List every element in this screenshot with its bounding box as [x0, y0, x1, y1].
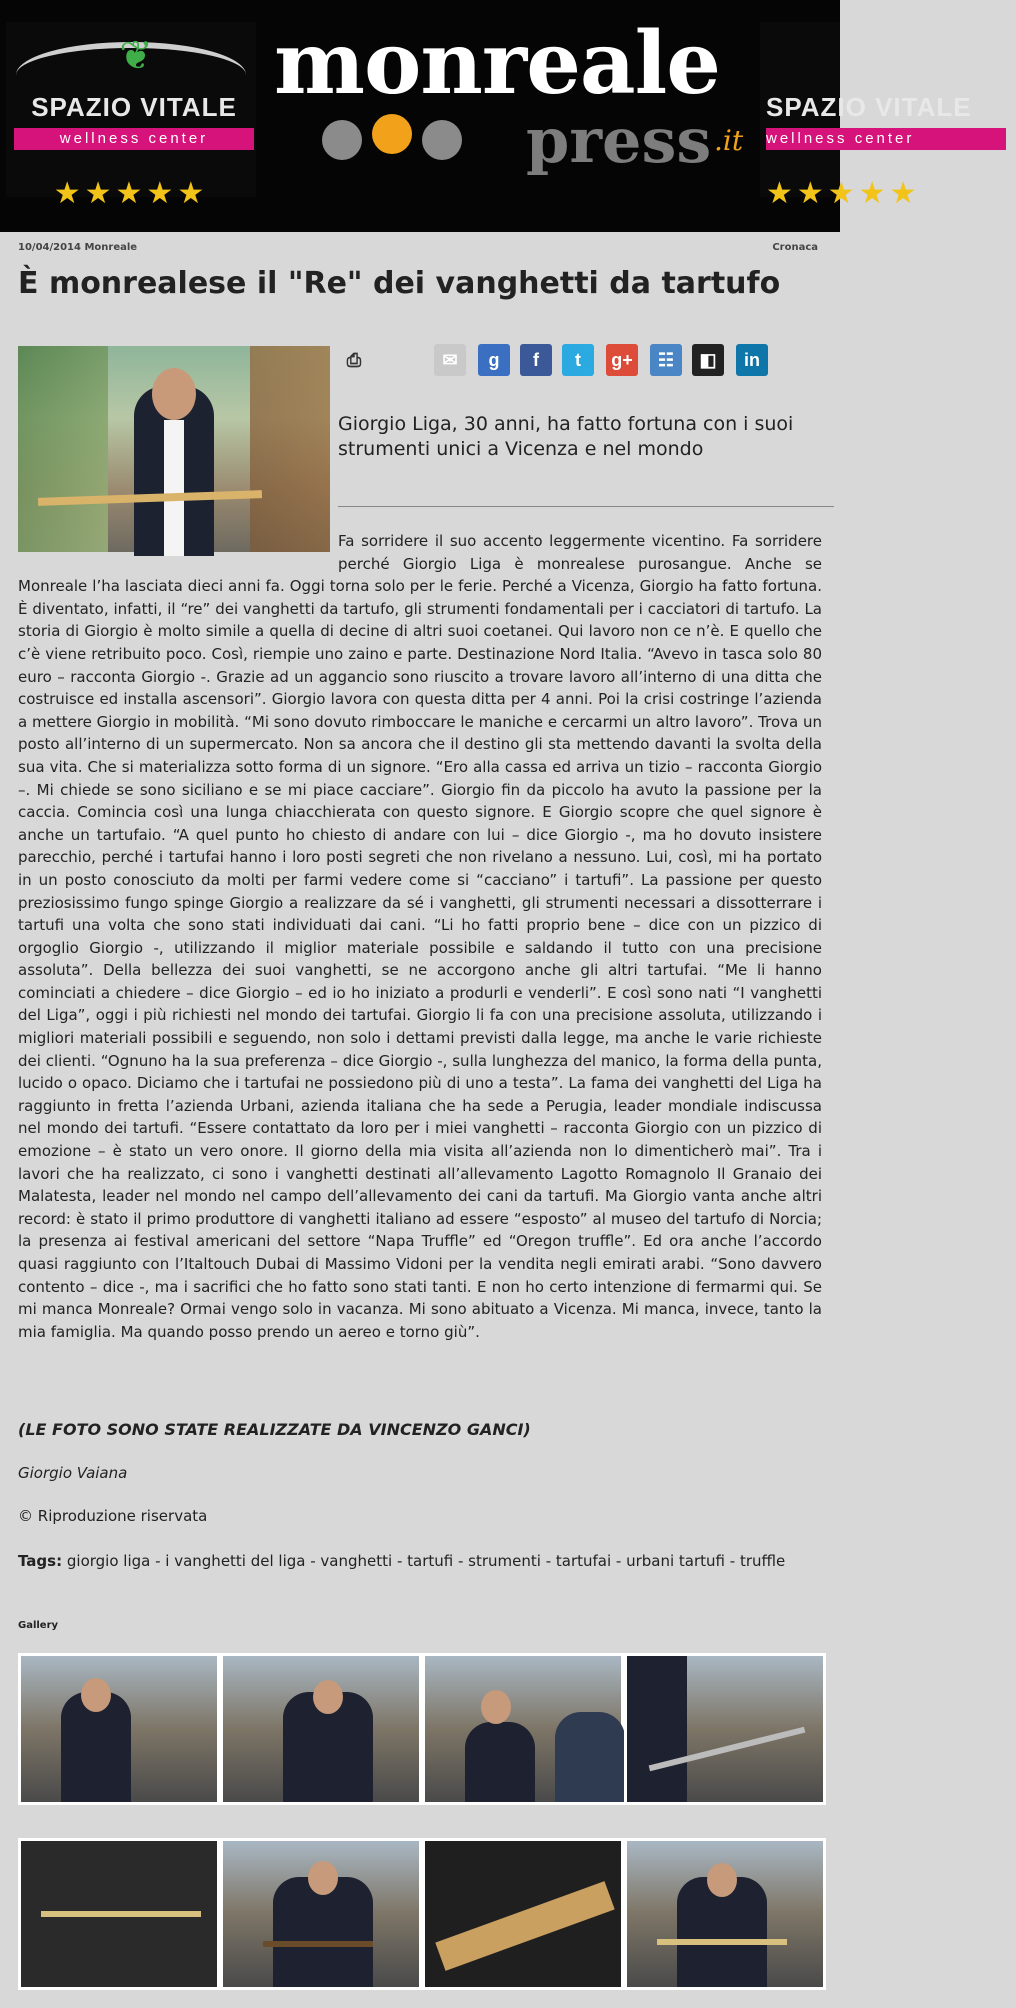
linkedin-icon[interactable]: in [736, 344, 768, 376]
delicious-icon[interactable]: ◧ [692, 344, 724, 376]
tags-list[interactable]: giorgio liga - i vanghetti del liga - vanghetti - tartufi - strumenti - tartufai - urbani tartufi - truffle [66, 1552, 786, 1570]
banner-tagline: wellness center [14, 128, 254, 150]
banner-brand: SPAZIO VITALE [31, 92, 237, 122]
gallery-thumb-6[interactable] [220, 1838, 422, 1990]
share-toolbar [338, 344, 778, 380]
print-icon[interactable]: ⎙ [346, 350, 362, 370]
banner-stars: ★★★★★ [766, 176, 921, 211]
google-plus-icon[interactable]: g+ [606, 344, 638, 376]
gallery-thumb-8[interactable] [624, 1838, 826, 1990]
photo-credit: (LE FOTO SONO STATE REALIZZATE DA VINCENZO GANCI) [18, 1420, 531, 1439]
site-header [0, 0, 972, 232]
site-logo[interactable] [274, 14, 754, 204]
article-date: 10/04/2014 Monreale [18, 242, 138, 253]
subtitle-divider [338, 506, 834, 507]
gallery-thumb-3[interactable] [422, 1653, 624, 1805]
banner-stars: ★★★★★ [53, 176, 209, 211]
facebook-icon[interactable]: f [520, 344, 552, 376]
google-icon[interactable]: g [478, 344, 510, 376]
tags-section [18, 1550, 818, 1572]
gallery-thumb-1[interactable] [18, 1653, 220, 1805]
twitter-icon[interactable]: t [562, 344, 594, 376]
article-subtitle: Giorgio Liga, 30 anni, ha fatto fortuna con i suoi strumenti unici a Vicenza e nel mondo [338, 413, 794, 460]
email-icon[interactable]: ✉ [434, 344, 466, 376]
banner-tagline: wellness center [766, 128, 1006, 150]
myspace-icon[interactable]: ☷ [650, 344, 682, 376]
logo-suffix: .it [714, 124, 744, 157]
article-title: È monrealese il "Re" dei vanghetti da tartufo [18, 266, 781, 301]
article-body-text: Fa sorridere il suo accento leggermente vicentino. Fa sorridere perché Giorgio Liga è monrealese purosangue. Anche se Monreale l’ha lasciata dieci anni fa. Oggi torna solo per le ferie. Perché a Vicenza, Giorgio ha fatto fortuna. È diventato, infatti, il “re” dei vanghetti da tartufo, gli strumenti fondamentali per i cacciatori di tartufo. La storia di Giorgio è molto simile a quella di decine di altri suoi coetanei. Qui lavoro non ce n’è. E quello che c’è viene retribuito poco. Così, riempie uno zaino e parte. Destinazione Nord Italia. “Avevo in tasca solo 80 euro – racconta Giorgio -. Grazie ad un aggancio sono riuscito a trovare lavoro all’interno di una ditta che costruisce ed installa ascensori”. Giorgio lavora con questa ditta per 4 anni. Poi la crisi costringe l’azienda a mettere Giorgio in mobilità. “Mi sono dovuto rimboccare le maniche e cercarmi un altro lavoro”. Trova un posto all’interno di un supermercato. Non sa ancora che il destino gli sta mettendo davanti la svolta della sua vita. Che si materializza sotto forma di un signore. “Ero alla cassa ed arriva un tizio – racconta Giorgio –. Mi chiede se sono siciliano e se mi piace cacciare”. Giorgio fin da piccolo ha avuto la passione per la caccia. Comincia così una lunga chiacchierata con questo signore. E Giorgio scopre che quel signore è anche un tartufaio. “A quel punto ho chiesto di andare con lui – dice Giorgio -, ma ho dovuto insistere parecchio, perché i tartufai hanno i loro posti segreti che non rivelano a nessuno. Lui, così, mi ha portato in un posto conosciuto da molti per farmi vedere come si “cacciano” i tartufi”. La passione per questo preziosissimo fungo spinge Giorgio a realizzare da sé i vanghetti, gli strumenti necessari a dissotterrare i tartufi una volta che sono stati individuati dai cani. “Li ho fatti proprio bene – dice con un pizzico di orgoglio Giorgio -, utilizzando il miglior materiale possibile e saldando il tutto con una precisione assoluta”. Della bellezza dei suoi vanghetti, se ne accorgono anche gli altri tartufai. “Me li hanno cominciati a chiedere – dice Giorgio – ed io ho iniziato a produrli e venderli”. E così sono nati “I vanghetti del Liga”, oggi i più richiesti nel mondo dei tartufai. Giorgio li fa con una precisione assoluta, utilizzando i migliori materiali possibili e seguendo, non solo i dettami previsti dalla legge, ma anche le varie richieste dei clienti. “Ognuno ha la sua preferenza – dice Giorgio -, sulla lunghezza del manico, la forma della punta, lucido o opaco. Diciamo che i tartufai ne possiedono più di uno a testa”. La fama dei vanghetti del Liga ha raggiunto in fretta l’azienda Urbani, azienda italiana che ha sede a Perugia, leader mondiale indiscussa nel mondo dei tartufi. “Essere contattato da loro per i miei vanghetti – racconta Giorgio con un pizzico di emozione – è stato un vero onore. Il giorno della mia visita all’azienda non lo dimenticherò mai”. Tra i lavori che ha realizzato, ci sono i vanghetti destinati all’allevamento Lagotto Romagnolo Il Granaio dei Malatesta, leader nel mondo nel campo dell’allevamento dei cani da tartufi. Ma Giorgio vanta anche altri record: è stato il primo produttore di vanghetti italiano ad essere “esposto” al museo del tartufo di Norcia; la presenza ai festival americani del settore “Napa Truffle” ed “Oregon truffle”. Ed ora anche l’accordo quasi raggiunto con l’Italtouch Dubai di Massimo Vidoni per la vendita negli emirati arabi. “Sono davvero contento – dice -, ma i sacrifici che ho fatto sono stati tanti. E non ho certo intenzione di fermarmi qui. Se mi manca Monreale? Ormai vengo solo in vacanza. Mi sono abituato a Vicenza. Mi manca, invece, tanto la mia famiglia. Ma quando posso prendo un aereo e torno giù”. [18, 532, 822, 1341]
copyright-notice: © Riproduzione riservata [18, 1507, 208, 1525]
gallery-label: Gallery [18, 1620, 59, 1631]
leaf-logo-icon: ❦ [119, 33, 153, 79]
gallery-thumb-5[interactable] [18, 1838, 220, 1990]
spazio-vitale-banner-right[interactable] [760, 22, 972, 211]
spazio-vitale-banner[interactable] [6, 22, 256, 211]
logo-word-monreale: monreale [274, 13, 721, 114]
logo-word-press: press [526, 104, 712, 177]
article-body [18, 530, 822, 1343]
gallery-thumb-4[interactable] [624, 1653, 826, 1805]
speech-bubbles-icon [322, 114, 472, 174]
gallery-thumb-7[interactable] [422, 1838, 624, 1990]
tags-label: Tags: [18, 1552, 63, 1570]
article-photo[interactable] [18, 346, 330, 552]
banner-brand: SPAZIO VITALE [766, 92, 972, 122]
article-author: Giorgio Vaiana [18, 1464, 128, 1482]
gallery-thumb-2[interactable] [220, 1653, 422, 1805]
article-category[interactable]: Cronaca [772, 242, 818, 253]
